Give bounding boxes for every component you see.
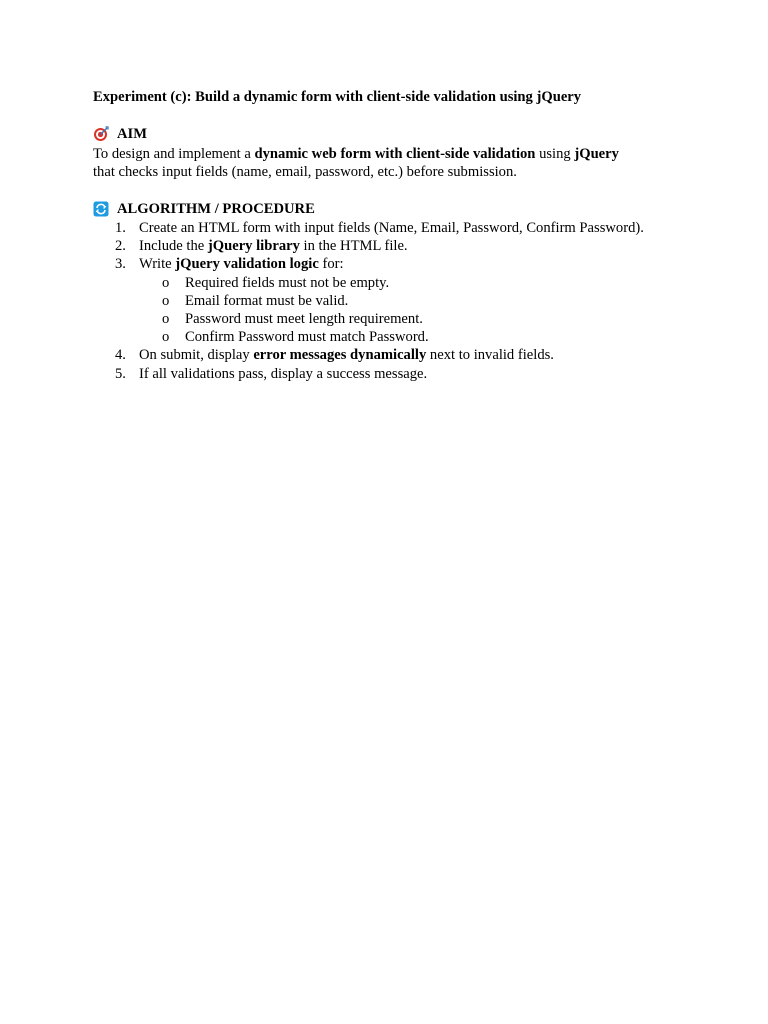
list-item [93,365,644,383]
sub-item-text: Email format must be valid. [185,292,349,309]
step-text-end: for: [318,256,344,273]
step-text-bold: jQuery library [207,238,300,255]
sub-list-item [93,310,644,328]
algorithm-heading [93,200,315,218]
step-number: 5. [115,365,126,382]
sub-list-item [93,328,644,346]
sub-bullet: o [162,329,170,346]
aim-text-a: To design and implement a [93,146,255,162]
step-text: On submit, display [139,347,254,364]
list-item [93,346,644,364]
step-text: If all validations pass, display a success message. [139,365,428,382]
aim-line-1 [93,145,619,163]
sub-item-text: Required fields must not be empty. [185,274,390,291]
step-text-bold: error messages dynamically [253,347,427,364]
sub-bullet: o [162,274,170,291]
algorithm-heading-text: ALGORITHM / PROCEDURE [117,201,315,217]
sub-item-text: Password must meet length requirement. [185,311,423,328]
aim-text-bold-2: jQuery [574,146,619,162]
target-icon [93,126,109,142]
step-text-end: in the HTML file. [299,238,408,255]
experiment-title: Experiment (c): Build a dynamic form with client-side validation using jQuery [93,89,582,105]
sub-list-item [93,292,644,310]
sub-list-item [93,274,644,292]
list-item [93,219,644,237]
aim-line-2: that checks input fields (name, email, password, etc.) before submission. [93,164,517,180]
procedure-list [93,219,644,383]
step-text-bold: jQuery validation logic [175,256,319,273]
step-number: 2. [115,238,126,255]
sub-bullet: o [162,292,170,309]
step-text: Include the [139,238,208,255]
step-text: Create an HTML form with input fields (Name, Email, Password, Confirm Password). [139,220,644,236]
step-number: 3. [115,256,126,273]
aim-text-c: using [535,146,575,162]
sub-item-text: Confirm Password must match Password. [185,329,429,346]
repeat-icon [93,201,109,217]
sub-bullet: o [162,311,170,328]
step-text-end: next to invalid fields. [426,347,554,364]
aim-heading [93,125,147,143]
step-number: 4. [115,347,126,364]
list-item [93,237,644,255]
aim-heading-text: AIM [117,126,147,142]
list-item [93,255,644,273]
aim-text-bold-1: dynamic web form with client-side validation [254,146,536,162]
step-number: 1. [115,220,126,236]
step-text: Write [139,256,176,273]
